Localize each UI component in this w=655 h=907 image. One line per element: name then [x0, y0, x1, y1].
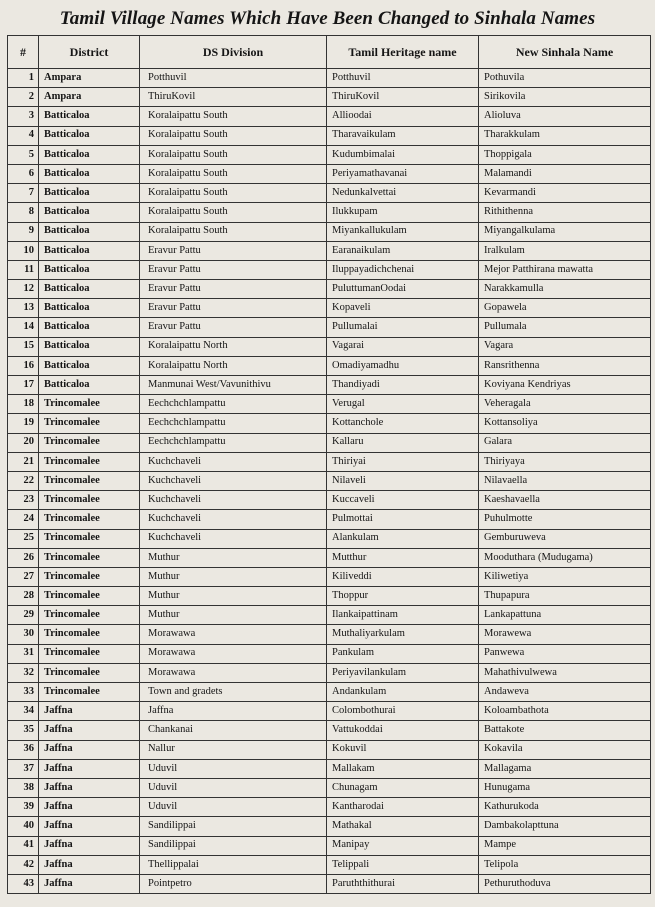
row-number: 1	[8, 69, 39, 88]
column-header-number: #	[8, 36, 39, 69]
new-sinhala-name-cell: Tharakkulam	[479, 126, 651, 145]
row-number: 33	[8, 683, 39, 702]
district-cell: Batticaloa	[39, 126, 140, 145]
table-row	[8, 107, 651, 126]
tamil-heritage-name-cell: Pullumalai	[327, 318, 479, 337]
tamil-heritage-name-cell: Kuccaveli	[327, 491, 479, 510]
district-cell: Trincomalee	[39, 433, 140, 452]
new-sinhala-name-cell: Kathurukoda	[479, 798, 651, 817]
district-cell: Jaffna	[39, 874, 140, 893]
row-number: 42	[8, 855, 39, 874]
ds-division-cell: Pointpetro	[140, 874, 327, 893]
row-number: 38	[8, 778, 39, 797]
new-sinhala-name-cell: Mahathivulwewa	[479, 663, 651, 682]
tamil-heritage-name-cell: Periyamathavanai	[327, 164, 479, 183]
column-header-district: District	[39, 36, 140, 69]
table-row	[8, 145, 651, 164]
new-sinhala-name-cell: Kottansoliya	[479, 414, 651, 433]
row-number: 8	[8, 203, 39, 222]
row-number: 2	[8, 88, 39, 107]
table-row	[8, 452, 651, 471]
new-sinhala-name-cell: Koloambathota	[479, 702, 651, 721]
ds-division-cell: Sandilippai	[140, 817, 327, 836]
tamil-heritage-name-cell: Manipay	[327, 836, 479, 855]
ds-division-cell: Kuchchaveli	[140, 471, 327, 490]
new-sinhala-name-cell: Ransrithenna	[479, 356, 651, 375]
new-sinhala-name-cell: Iralkulam	[479, 241, 651, 260]
ds-division-cell: Potthuvil	[140, 69, 327, 88]
new-sinhala-name-cell: Thupapura	[479, 587, 651, 606]
new-sinhala-name-cell: Alioluva	[479, 107, 651, 126]
row-number: 14	[8, 318, 39, 337]
tamil-heritage-name-cell: Kudumbimalai	[327, 145, 479, 164]
ds-division-cell: Uduvil	[140, 759, 327, 778]
ds-division-cell: Morawawa	[140, 644, 327, 663]
table-row	[8, 491, 651, 510]
table-row	[8, 855, 651, 874]
new-sinhala-name-cell: Mejor Patthirana mawatta	[479, 260, 651, 279]
column-header-ds-division: DS Division	[140, 36, 327, 69]
tamil-heritage-name-cell: ThiruKovil	[327, 88, 479, 107]
tamil-heritage-name-cell: PuluttumanOodai	[327, 280, 479, 299]
district-cell: Jaffna	[39, 817, 140, 836]
ds-division-cell: Eechchchlampattu	[140, 433, 327, 452]
ds-division-cell: Kuchchaveli	[140, 510, 327, 529]
ds-division-cell: Morawawa	[140, 663, 327, 682]
row-number: 30	[8, 625, 39, 644]
district-cell: Batticaloa	[39, 203, 140, 222]
row-number: 34	[8, 702, 39, 721]
district-cell: Batticaloa	[39, 318, 140, 337]
new-sinhala-name-cell: Lankapattuna	[479, 606, 651, 625]
ds-division-cell: Thellippalai	[140, 855, 327, 874]
table-row	[8, 414, 651, 433]
tamil-heritage-name-cell: Periyavilankulam	[327, 663, 479, 682]
ds-division-cell: Uduvil	[140, 778, 327, 797]
row-number: 9	[8, 222, 39, 241]
table-row	[8, 644, 651, 663]
table-row	[8, 126, 651, 145]
row-number: 5	[8, 145, 39, 164]
ds-division-cell: Koralaipattu South	[140, 107, 327, 126]
tamil-heritage-name-cell: Kopaveli	[327, 299, 479, 318]
district-cell: Trincomalee	[39, 606, 140, 625]
district-cell: Batticaloa	[39, 337, 140, 356]
tamil-heritage-name-cell: Thoppur	[327, 587, 479, 606]
ds-division-cell: Eravur Pattu	[140, 241, 327, 260]
row-number: 29	[8, 606, 39, 625]
row-number: 23	[8, 491, 39, 510]
ds-division-cell: Uduvil	[140, 798, 327, 817]
tamil-heritage-name-cell: Paruththithurai	[327, 874, 479, 893]
district-cell: Trincomalee	[39, 567, 140, 586]
column-header-tamil-heritage-name: Tamil Heritage name	[327, 36, 479, 69]
district-cell: Trincomalee	[39, 548, 140, 567]
new-sinhala-name-cell: Nilavaella	[479, 471, 651, 490]
table-row	[8, 702, 651, 721]
new-sinhala-name-cell: Miyangalkulama	[479, 222, 651, 241]
table-row	[8, 260, 651, 279]
district-cell: Jaffna	[39, 759, 140, 778]
row-number: 35	[8, 721, 39, 740]
district-cell: Batticaloa	[39, 280, 140, 299]
table-row	[8, 318, 651, 337]
new-sinhala-name-cell: Mooduthara (Mudugama)	[479, 548, 651, 567]
district-cell: Trincomalee	[39, 644, 140, 663]
tamil-heritage-name-cell: Potthuvil	[327, 69, 479, 88]
tamil-heritage-name-cell: Ilankaipattinam	[327, 606, 479, 625]
ds-division-cell: Town and gradets	[140, 683, 327, 702]
table-row	[8, 683, 651, 702]
tamil-heritage-name-cell: Iluppayadichchenai	[327, 260, 479, 279]
ds-division-cell: Koralaipattu South	[140, 222, 327, 241]
new-sinhala-name-cell: Telipola	[479, 855, 651, 874]
tamil-heritage-name-cell: Mallakam	[327, 759, 479, 778]
ds-division-cell: Eechchchlampattu	[140, 395, 327, 414]
row-number: 21	[8, 452, 39, 471]
ds-division-cell: Eravur Pattu	[140, 260, 327, 279]
table-row	[8, 203, 651, 222]
tamil-heritage-name-cell: Thiriyai	[327, 452, 479, 471]
ds-division-cell: Nallur	[140, 740, 327, 759]
ds-division-cell: Sandilippai	[140, 836, 327, 855]
ds-division-cell: Muthur	[140, 606, 327, 625]
tamil-heritage-name-cell: Chunagam	[327, 778, 479, 797]
new-sinhala-name-cell: Hunugama	[479, 778, 651, 797]
new-sinhala-name-cell: Thiriyaya	[479, 452, 651, 471]
new-sinhala-name-cell: Kaeshavaella	[479, 491, 651, 510]
tamil-heritage-name-cell: Kallaru	[327, 433, 479, 452]
row-number: 16	[8, 356, 39, 375]
table-row	[8, 721, 651, 740]
new-sinhala-name-cell: Veheragala	[479, 395, 651, 414]
tamil-heritage-name-cell: Kantharodai	[327, 798, 479, 817]
district-cell: Batticaloa	[39, 145, 140, 164]
row-number: 3	[8, 107, 39, 126]
ds-division-cell: Koralaipattu North	[140, 337, 327, 356]
table-row	[8, 69, 651, 88]
table-row	[8, 778, 651, 797]
new-sinhala-name-cell: Malamandi	[479, 164, 651, 183]
table-row	[8, 280, 651, 299]
ds-division-cell: Koralaipattu South	[140, 203, 327, 222]
row-number: 43	[8, 874, 39, 893]
row-number: 20	[8, 433, 39, 452]
table-row	[8, 625, 651, 644]
tamil-heritage-name-cell: Pankulam	[327, 644, 479, 663]
district-cell: Ampara	[39, 88, 140, 107]
ds-division-cell: ThiruKovil	[140, 88, 327, 107]
row-number: 10	[8, 241, 39, 260]
new-sinhala-name-cell: Pullumala	[479, 318, 651, 337]
new-sinhala-name-cell: Panwewa	[479, 644, 651, 663]
district-cell: Jaffna	[39, 740, 140, 759]
district-cell: Batticaloa	[39, 260, 140, 279]
row-number: 32	[8, 663, 39, 682]
tamil-heritage-name-cell: Miyankallukulam	[327, 222, 479, 241]
table-row	[8, 759, 651, 778]
ds-division-cell: Eravur Pattu	[140, 299, 327, 318]
district-cell: Trincomalee	[39, 510, 140, 529]
table-row	[8, 241, 651, 260]
row-number: 22	[8, 471, 39, 490]
district-cell: Trincomalee	[39, 529, 140, 548]
table-row	[8, 836, 651, 855]
table-row	[8, 337, 651, 356]
row-number: 36	[8, 740, 39, 759]
district-cell: Batticaloa	[39, 184, 140, 203]
ds-division-cell: Muthur	[140, 587, 327, 606]
new-sinhala-name-cell: Puhulmotte	[479, 510, 651, 529]
new-sinhala-name-cell: Rithithenna	[479, 203, 651, 222]
table-row	[8, 548, 651, 567]
new-sinhala-name-cell: Battakote	[479, 721, 651, 740]
district-cell: Trincomalee	[39, 683, 140, 702]
row-number: 4	[8, 126, 39, 145]
new-sinhala-name-cell: Thoppigala	[479, 145, 651, 164]
tamil-heritage-name-cell: Kiliveddi	[327, 567, 479, 586]
ds-division-cell: Jaffna	[140, 702, 327, 721]
district-cell: Trincomalee	[39, 663, 140, 682]
ds-division-cell: Kuchchaveli	[140, 452, 327, 471]
table-row	[8, 88, 651, 107]
row-number: 37	[8, 759, 39, 778]
ds-division-cell: Koralaipattu South	[140, 184, 327, 203]
district-cell: Jaffna	[39, 836, 140, 855]
column-header-new-sinhala-name: New Sinhala Name	[479, 36, 651, 69]
new-sinhala-name-cell: Gopawela	[479, 299, 651, 318]
row-number: 17	[8, 376, 39, 395]
document-title: Tamil Village Names Which Have Been Changed to Sinhala Names	[59, 8, 596, 29]
district-cell: Jaffna	[39, 702, 140, 721]
ds-division-cell: Chankanai	[140, 721, 327, 740]
table-row	[8, 740, 651, 759]
ds-division-cell: Muthur	[140, 548, 327, 567]
table-row	[8, 529, 651, 548]
row-number: 11	[8, 260, 39, 279]
row-number: 28	[8, 587, 39, 606]
table-row	[8, 184, 651, 203]
table-row	[8, 164, 651, 183]
row-number: 12	[8, 280, 39, 299]
district-cell: Batticaloa	[39, 164, 140, 183]
ds-division-cell: Manmunai West/Vavunithivu	[140, 376, 327, 395]
new-sinhala-name-cell: Andaweva	[479, 683, 651, 702]
ds-division-cell: Koralaipattu South	[140, 145, 327, 164]
tamil-heritage-name-cell: Pulmottai	[327, 510, 479, 529]
ds-division-cell: Eravur Pattu	[140, 280, 327, 299]
tamil-heritage-name-cell: Telippali	[327, 855, 479, 874]
district-cell: Trincomalee	[39, 587, 140, 606]
row-number: 25	[8, 529, 39, 548]
district-cell: Batticaloa	[39, 107, 140, 126]
district-cell: Jaffna	[39, 855, 140, 874]
table-row	[8, 567, 651, 586]
row-number: 40	[8, 817, 39, 836]
table-row	[8, 606, 651, 625]
district-cell: Trincomalee	[39, 491, 140, 510]
table-row	[8, 798, 651, 817]
ds-division-cell: Kuchchaveli	[140, 529, 327, 548]
tamil-heritage-name-cell: Mathakal	[327, 817, 479, 836]
row-number: 13	[8, 299, 39, 318]
ds-division-cell: Koralaipattu South	[140, 126, 327, 145]
row-number: 19	[8, 414, 39, 433]
table-row	[8, 395, 651, 414]
table-row	[8, 510, 651, 529]
tamil-heritage-name-cell: Tharavaikulam	[327, 126, 479, 145]
row-number: 26	[8, 548, 39, 567]
tamil-heritage-name-cell: Alankulam	[327, 529, 479, 548]
tamil-heritage-name-cell: Andankulam	[327, 683, 479, 702]
tamil-heritage-name-cell: Muthaliyarkulam	[327, 625, 479, 644]
district-cell: Batticaloa	[39, 222, 140, 241]
new-sinhala-name-cell: Galara	[479, 433, 651, 452]
tamil-heritage-name-cell: Verugal	[327, 395, 479, 414]
row-number: 18	[8, 395, 39, 414]
table-header-row	[8, 36, 651, 69]
tamil-heritage-name-cell: Ilukkupam	[327, 203, 479, 222]
ds-division-cell: Koralaipattu North	[140, 356, 327, 375]
tamil-heritage-name-cell: Colombothurai	[327, 702, 479, 721]
new-sinhala-name-cell: Pothuvila	[479, 69, 651, 88]
row-number: 41	[8, 836, 39, 855]
table-row	[8, 376, 651, 395]
new-sinhala-name-cell: Sirikovila	[479, 88, 651, 107]
tamil-heritage-name-cell: Vattukoddai	[327, 721, 479, 740]
district-cell: Jaffna	[39, 778, 140, 797]
ds-division-cell: Kuchchaveli	[140, 491, 327, 510]
ds-division-cell: Morawawa	[140, 625, 327, 644]
ds-division-cell: Koralaipattu South	[140, 164, 327, 183]
district-cell: Trincomalee	[39, 471, 140, 490]
district-cell: Trincomalee	[39, 395, 140, 414]
district-cell: Ampara	[39, 69, 140, 88]
row-number: 27	[8, 567, 39, 586]
tamil-heritage-name-cell: Thandiyadi	[327, 376, 479, 395]
row-number: 6	[8, 164, 39, 183]
table-row	[8, 874, 651, 893]
row-number: 15	[8, 337, 39, 356]
tamil-heritage-name-cell: Vagarai	[327, 337, 479, 356]
new-sinhala-name-cell: Gemburuweva	[479, 529, 651, 548]
tamil-heritage-name-cell: Mutthur	[327, 548, 479, 567]
table-body	[8, 69, 651, 894]
tamil-heritage-name-cell: Kottanchole	[327, 414, 479, 433]
ds-division-cell: Eechchchlampattu	[140, 414, 327, 433]
table-row	[8, 587, 651, 606]
table-row	[8, 663, 651, 682]
new-sinhala-name-cell: Dambakolapttuna	[479, 817, 651, 836]
district-cell: Jaffna	[39, 721, 140, 740]
district-cell: Batticaloa	[39, 356, 140, 375]
tamil-heritage-name-cell: Omadiyamadhu	[327, 356, 479, 375]
row-number: 31	[8, 644, 39, 663]
new-sinhala-name-cell: Narakkamulla	[479, 280, 651, 299]
tamil-heritage-name-cell: Nedunkalvettai	[327, 184, 479, 203]
district-cell: Trincomalee	[39, 625, 140, 644]
district-cell: Batticaloa	[39, 299, 140, 318]
district-cell: Batticaloa	[39, 376, 140, 395]
new-sinhala-name-cell: Koviyana Kendriyas	[479, 376, 651, 395]
district-cell: Batticaloa	[39, 241, 140, 260]
new-sinhala-name-cell: Mallagama	[479, 759, 651, 778]
ds-division-cell: Muthur	[140, 567, 327, 586]
table-row	[8, 356, 651, 375]
new-sinhala-name-cell: Morawewa	[479, 625, 651, 644]
new-sinhala-name-cell: Pethuruthoduva	[479, 874, 651, 893]
ds-division-cell: Eravur Pattu	[140, 318, 327, 337]
tamil-heritage-name-cell: Nilaveli	[327, 471, 479, 490]
village-names-table	[7, 35, 651, 894]
row-number: 24	[8, 510, 39, 529]
new-sinhala-name-cell: Mampe	[479, 836, 651, 855]
new-sinhala-name-cell: Kiliwetiya	[479, 567, 651, 586]
table-row	[8, 222, 651, 241]
new-sinhala-name-cell: Vagara	[479, 337, 651, 356]
new-sinhala-name-cell: Kevarmandi	[479, 184, 651, 203]
tamil-heritage-name-cell: Allioodai	[327, 107, 479, 126]
new-sinhala-name-cell: Kokavila	[479, 740, 651, 759]
table-row	[8, 817, 651, 836]
table-row	[8, 471, 651, 490]
table-row	[8, 299, 651, 318]
district-cell: Jaffna	[39, 798, 140, 817]
row-number: 39	[8, 798, 39, 817]
district-cell: Trincomalee	[39, 452, 140, 471]
tamil-heritage-name-cell: Earanaikulam	[327, 241, 479, 260]
district-cell: Trincomalee	[39, 414, 140, 433]
tamil-heritage-name-cell: Kokuvil	[327, 740, 479, 759]
table-row	[8, 433, 651, 452]
row-number: 7	[8, 184, 39, 203]
